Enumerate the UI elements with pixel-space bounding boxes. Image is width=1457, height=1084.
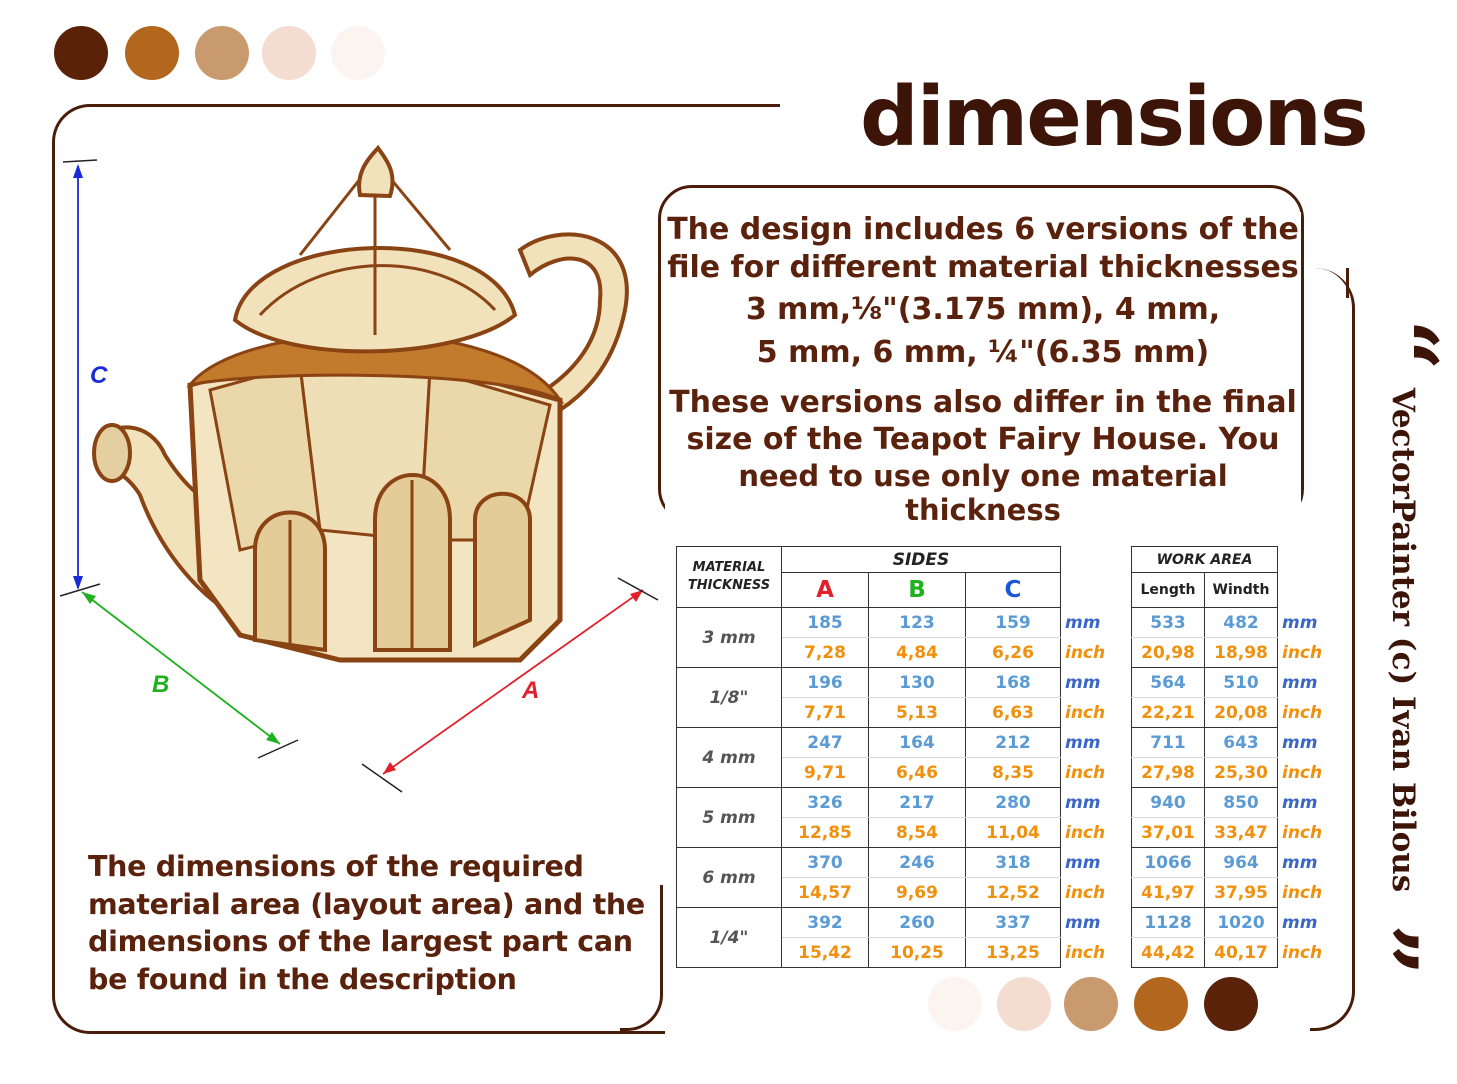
value-a-mm: 326 xyxy=(782,788,869,818)
unit-mm-label: mm xyxy=(1065,792,1101,813)
value-b-inch: 8,54 xyxy=(869,818,966,848)
bottom-note-line-2: material area (layout area) and the xyxy=(88,887,645,921)
value-c-inch: 8,35 xyxy=(966,758,1061,788)
work-row-mm xyxy=(1132,848,1323,878)
teapot-house-illustration xyxy=(94,148,627,660)
unit-mm-label: mm xyxy=(1282,792,1318,813)
work-row-inch xyxy=(1132,638,1323,668)
swatch-8 xyxy=(1064,977,1118,1031)
bottom-note-line-1: The dimensions of the required xyxy=(88,850,584,883)
value-length-mm: 1128 xyxy=(1132,908,1205,938)
unit-mm-label: mm xyxy=(1065,912,1101,933)
value-width-mm: 850 xyxy=(1205,788,1278,818)
thickness-cell: 6 mm xyxy=(677,848,782,908)
material-header xyxy=(677,547,782,608)
swatch-3 xyxy=(195,26,249,80)
value-b-mm: 164 xyxy=(869,728,966,758)
unit-mm-label: mm xyxy=(1065,672,1101,693)
unit-inch-label: inch xyxy=(1065,822,1106,843)
work-area-table xyxy=(1131,546,1323,968)
thickness-cell: 1/4" xyxy=(677,908,782,968)
value-c-inch: 13,25 xyxy=(966,938,1061,968)
right-frame-top xyxy=(1346,268,1349,298)
value-width-inch: 33,47 xyxy=(1205,818,1278,848)
value-length-mm: 940 xyxy=(1132,788,1205,818)
quote-open: “ xyxy=(1350,319,1457,371)
col-b-header: B xyxy=(869,573,966,608)
value-c-inch: 6,26 xyxy=(966,638,1061,668)
value-c-mm: 159 xyxy=(966,608,1061,638)
label-c: C xyxy=(90,362,108,389)
value-a-inch: 14,57 xyxy=(782,878,869,908)
value-width-inch: 37,95 xyxy=(1205,878,1278,908)
quote-close: ” xyxy=(1330,924,1437,976)
col-length-header: Length xyxy=(1132,573,1205,608)
value-length-inch: 20,98 xyxy=(1132,638,1205,668)
value-width-mm: 482 xyxy=(1205,608,1278,638)
bottom-note-line-3: dimensions of the largest part can xyxy=(88,925,633,958)
value-length-mm: 1066 xyxy=(1132,848,1205,878)
swatch-2 xyxy=(125,26,179,80)
material-header-line-2: THICKNESS xyxy=(687,578,771,593)
value-width-inch: 40,17 xyxy=(1205,938,1278,968)
value-length-inch: 41,97 xyxy=(1132,878,1205,908)
thickness-cell: 3 mm xyxy=(677,608,782,668)
info-line-3: 3 mm,⅛"(3.175 mm), 4 mm, xyxy=(665,292,1301,327)
swatch-1 xyxy=(54,26,108,80)
value-a-mm: 392 xyxy=(782,908,869,938)
unit-inch-label: inch xyxy=(1282,642,1323,663)
info-line-5: These versions also differ in the final xyxy=(665,385,1301,420)
work-row-mm xyxy=(1132,788,1323,818)
credit-text: VectorPainter (c) Ivan Bilous xyxy=(1385,387,1421,893)
thickness-cell: 5 mm xyxy=(677,788,782,848)
work-area-header: WORK AREA xyxy=(1132,547,1278,573)
sides-table xyxy=(676,546,1106,968)
value-length-inch: 27,98 xyxy=(1132,758,1205,788)
swatch-9 xyxy=(1134,977,1188,1031)
unit-inch-label: inch xyxy=(1282,822,1323,843)
work-row-mm xyxy=(1132,668,1323,698)
value-length-mm: 711 xyxy=(1132,728,1205,758)
unit-inch-label: inch xyxy=(1282,702,1323,723)
value-a-inch: 12,85 xyxy=(782,818,869,848)
value-length-mm: 533 xyxy=(1132,608,1205,638)
unit-spacer xyxy=(1278,547,1323,573)
unit-inch-label: inch xyxy=(1282,882,1323,903)
work-row-inch xyxy=(1132,758,1323,788)
value-a-inch: 9,71 xyxy=(782,758,869,788)
value-width-inch: 20,08 xyxy=(1205,698,1278,728)
value-b-inch: 10,25 xyxy=(869,938,966,968)
unit-mm-label: mm xyxy=(1282,732,1318,753)
sides-row-mm xyxy=(677,668,1106,698)
value-b-mm: 260 xyxy=(869,908,966,938)
info-line-7: need to use only one material thickness xyxy=(665,459,1301,527)
col-c-header: C xyxy=(966,573,1061,608)
work-row-mm xyxy=(1132,608,1323,638)
value-a-mm: 185 xyxy=(782,608,869,638)
work-row-inch xyxy=(1132,878,1323,908)
value-width-mm: 643 xyxy=(1205,728,1278,758)
value-b-mm: 123 xyxy=(869,608,966,638)
value-a-inch: 7,28 xyxy=(782,638,869,668)
info-line-2: file for different material thicknesses xyxy=(665,250,1301,285)
sides-row-mm xyxy=(677,908,1106,938)
swatch-6 xyxy=(928,977,982,1031)
label-b: B xyxy=(152,671,170,698)
sides-row-mm xyxy=(677,728,1106,758)
thickness-cell: 4 mm xyxy=(677,728,782,788)
value-b-inch: 9,69 xyxy=(869,878,966,908)
work-row-mm xyxy=(1132,908,1323,938)
unit-mm-label: mm xyxy=(1282,852,1318,873)
value-b-mm: 246 xyxy=(869,848,966,878)
bottom-note xyxy=(88,848,658,998)
unit-spacer xyxy=(1278,573,1323,608)
swatch-5 xyxy=(331,26,385,80)
unit-mm-label: mm xyxy=(1282,672,1318,693)
work-row-inch xyxy=(1132,818,1323,848)
value-c-inch: 6,63 xyxy=(966,698,1061,728)
unit-inch-label: inch xyxy=(1065,642,1106,663)
sides-header: SIDES xyxy=(782,547,1061,573)
value-length-mm: 564 xyxy=(1132,668,1205,698)
value-width-inch: 18,98 xyxy=(1205,638,1278,668)
value-c-mm: 168 xyxy=(966,668,1061,698)
unit-spacer xyxy=(1061,547,1106,573)
value-a-mm: 247 xyxy=(782,728,869,758)
unit-mm-label: mm xyxy=(1282,912,1318,933)
material-header-line-1: MATERIAL xyxy=(692,560,766,575)
work-row-inch xyxy=(1132,938,1323,968)
label-a: A xyxy=(522,677,540,704)
value-length-inch: 22,21 xyxy=(1132,698,1205,728)
value-c-inch: 12,52 xyxy=(966,878,1061,908)
value-width-mm: 1020 xyxy=(1205,908,1278,938)
value-width-inch: 25,30 xyxy=(1205,758,1278,788)
unit-inch-label: inch xyxy=(1282,762,1323,783)
value-b-mm: 130 xyxy=(869,668,966,698)
info-line-6: size of the Teapot Fairy House. You xyxy=(665,422,1301,457)
info-line-1: The design includes 6 versions of the xyxy=(665,212,1301,247)
swatch-10 xyxy=(1204,977,1258,1031)
sides-row-mm xyxy=(677,608,1106,638)
value-c-mm: 318 xyxy=(966,848,1061,878)
value-width-mm: 964 xyxy=(1205,848,1278,878)
swatch-7 xyxy=(997,977,1051,1031)
value-b-inch: 5,13 xyxy=(869,698,966,728)
unit-mm-label: mm xyxy=(1065,612,1101,633)
bottom-note-line-4: be found in the description xyxy=(88,962,517,996)
work-row-inch xyxy=(1132,698,1323,728)
value-length-inch: 37,01 xyxy=(1132,818,1205,848)
info-line-4: 5 mm, 6 mm, ¼"(6.35 mm) xyxy=(665,335,1301,370)
value-a-inch: 7,71 xyxy=(782,698,869,728)
sides-row-mm xyxy=(677,788,1106,818)
value-b-inch: 6,46 xyxy=(869,758,966,788)
value-b-mm: 217 xyxy=(869,788,966,818)
value-c-inch: 11,04 xyxy=(966,818,1061,848)
unit-spacer xyxy=(1061,573,1106,608)
value-c-mm: 280 xyxy=(966,788,1061,818)
value-width-mm: 510 xyxy=(1205,668,1278,698)
unit-inch-label: inch xyxy=(1065,702,1106,723)
unit-mm-label: mm xyxy=(1065,732,1101,753)
page-title: dimensions xyxy=(860,70,1367,165)
thickness-cell: 1/8" xyxy=(677,668,782,728)
unit-inch-label: inch xyxy=(1282,942,1323,963)
value-c-mm: 212 xyxy=(966,728,1061,758)
unit-inch-label: inch xyxy=(1065,882,1106,903)
value-c-mm: 337 xyxy=(966,908,1061,938)
value-b-inch: 4,84 xyxy=(869,638,966,668)
unit-mm-label: mm xyxy=(1282,612,1318,633)
sides-row-mm xyxy=(677,848,1106,878)
swatch-4 xyxy=(262,26,316,80)
col-a-header: A xyxy=(782,573,869,608)
unit-inch-label: inch xyxy=(1065,762,1106,783)
col-width-header: Windth xyxy=(1205,573,1278,608)
value-a-mm: 370 xyxy=(782,848,869,878)
teapot-diagram xyxy=(0,100,660,800)
unit-inch-label: inch xyxy=(1065,942,1106,963)
value-a-mm: 196 xyxy=(782,668,869,698)
value-length-inch: 44,42 xyxy=(1132,938,1205,968)
value-a-inch: 15,42 xyxy=(782,938,869,968)
unit-mm-label: mm xyxy=(1065,852,1101,873)
work-row-mm xyxy=(1132,728,1323,758)
